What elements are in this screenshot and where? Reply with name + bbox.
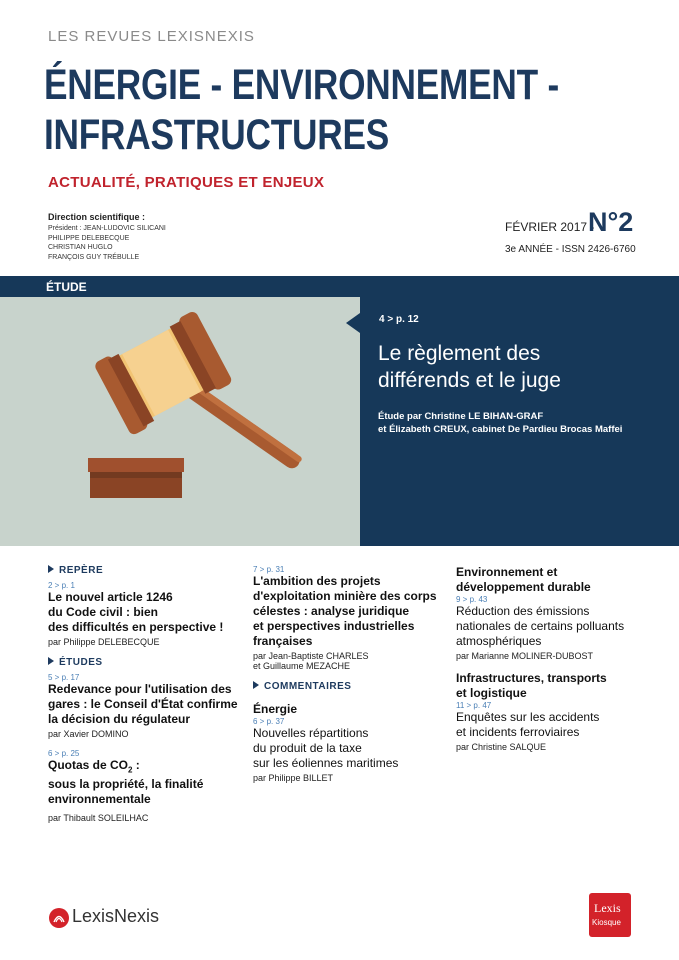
kiosque-line-2: Kiosque xyxy=(592,918,621,927)
page-ref: 2 > p. 1 xyxy=(48,581,75,590)
feature-title-line: différends et le juge xyxy=(378,369,561,392)
direction-member: CHRISTIAN HUGLO xyxy=(48,244,113,251)
triangle-icon xyxy=(48,657,54,665)
article-title xyxy=(48,758,238,807)
feature-notch xyxy=(346,313,360,333)
page-ref: 6 > p. 37 xyxy=(253,717,285,726)
topic-heading-line: Infrastructures, transports xyxy=(456,671,607,685)
article-title-line: la décision du régulateur xyxy=(48,712,191,726)
article-author: par Philippe DELEBECQUE xyxy=(48,637,160,647)
journal-title-line-1: ÉNERGIE - ENVIRONNEMENT - xyxy=(44,61,559,109)
topic-heading-line: Environnement et xyxy=(456,565,558,579)
feature-author xyxy=(378,410,622,436)
toc-column-2 xyxy=(253,565,448,783)
topic-heading-line: développement durable xyxy=(456,580,591,594)
section-heading-commentaires xyxy=(253,681,448,692)
section-label: ÉTUDES xyxy=(59,657,103,668)
journal-subtitle: ACTUALITÉ, PRATIQUES ET ENJEUX xyxy=(48,174,325,191)
page-ref: 11 > p. 47 xyxy=(456,701,492,710)
page-ref: 6 > p. 25 xyxy=(48,749,80,758)
page-ref: 9 > p. 43 xyxy=(456,595,488,604)
feature-illustration-panel xyxy=(0,276,360,546)
article-author: par Marianne MOLINER-DUBOST xyxy=(456,651,594,661)
article-title-line: Réduction des émissions xyxy=(456,604,590,618)
article-title-line: sur les éoliennes maritimes xyxy=(253,756,399,770)
section-heading-repere xyxy=(48,565,238,576)
issue-date: FÉVRIER 2017 - xyxy=(505,220,595,234)
lexisnexis-brand: LexisNexis xyxy=(72,906,160,926)
feature-title xyxy=(378,340,561,394)
article-author: par Thibault SOLEILHAC xyxy=(48,813,149,824)
article-title-line: Le nouvel article 1246 xyxy=(48,590,173,604)
issue-year-issn: 3e ANNÉE - ISSN 2426-6760 xyxy=(505,244,636,255)
article-title-line: du Code civil : bien xyxy=(48,605,159,619)
article-title-subscript: 2 xyxy=(128,765,133,775)
article-title-line: et perspectives industrielles xyxy=(253,619,415,633)
article-author-line: par Jean-Baptiste CHARLES xyxy=(253,651,369,661)
lexisnexis-logo-icon xyxy=(48,907,70,934)
topic-heading xyxy=(456,671,656,701)
publisher-name: LES REVUES LEXISNEXIS xyxy=(48,28,255,45)
article-title-line: Nouvelles répartitions xyxy=(253,726,369,740)
topic-heading xyxy=(456,565,656,595)
feature-author-line: et Élizabeth CREUX, cabinet De Pardieu Brocas Maffei xyxy=(378,424,623,435)
direction-list xyxy=(48,224,166,262)
journal-title-line-2: INFRASTRUCTURES xyxy=(44,111,389,159)
topic-heading: Énergie xyxy=(253,702,298,716)
feature-page-ref: 4 > p. 12 xyxy=(379,314,419,325)
direction-title: Direction scientifique : xyxy=(48,212,146,222)
feature-tab-label: ÉTUDE xyxy=(46,280,87,294)
article-author: par Christine SALQUE xyxy=(456,742,547,752)
article-title-line: gares : le Conseil d'État confirme xyxy=(48,697,238,711)
triangle-icon xyxy=(48,565,54,573)
toc-column-3 xyxy=(456,565,656,752)
article-title xyxy=(456,604,656,649)
article-title xyxy=(253,726,448,771)
article-title-line: célestes : analyse juridique xyxy=(253,604,410,618)
article-title xyxy=(253,574,448,649)
gavel-icon xyxy=(0,276,360,546)
direction-member: PHILIPPE DELEBECQUE xyxy=(48,234,130,242)
journal-title xyxy=(44,60,559,160)
article-title-line: françaises xyxy=(253,634,313,648)
article-title xyxy=(48,682,238,727)
article-title-line: nationales de certains polluants xyxy=(456,619,625,633)
toc-column-1 xyxy=(48,565,238,823)
article-title-line: d'exploitation minière des corps xyxy=(253,589,437,603)
article-title-line: L'ambition des projets xyxy=(253,574,381,588)
article-title-line: des difficultés en perspective ! xyxy=(48,620,224,634)
article-title-line: Redevance pour l'utilisation des xyxy=(48,682,232,696)
feature-author-line: Étude par Christine LE BIHAN-GRAF xyxy=(378,411,544,422)
page-ref: 5 > p. 17 xyxy=(48,673,80,682)
kiosque-line-1: Lexis xyxy=(594,901,621,915)
article-title xyxy=(456,710,656,740)
article-title-line: Enquêtes sur les accidents xyxy=(456,710,600,724)
section-label: REPÈRE xyxy=(59,565,104,576)
article-author xyxy=(253,651,448,671)
section-heading-etudes xyxy=(48,657,238,668)
feature-tab xyxy=(0,276,360,297)
article-title-line xyxy=(48,758,238,777)
feature-title-line: Le règlement des xyxy=(378,342,541,365)
direction-member: FRANÇOIS GUY TRÉBULLE xyxy=(48,253,140,261)
page-ref: 7 > p. 31 xyxy=(253,565,285,574)
article-title-part: : xyxy=(132,758,140,772)
lexis-kiosque-badge xyxy=(589,893,631,937)
article-title-line: environnementale xyxy=(48,792,151,807)
section-label: COMMENTAIRES xyxy=(264,681,352,692)
issue-number: N°2 xyxy=(588,207,634,237)
article-title-line: et incidents ferroviaires xyxy=(456,725,580,739)
article-title-line: sous la propriété, la finalité xyxy=(48,777,204,792)
article-title-line: du produit de la taxe xyxy=(253,741,362,755)
article-title-part: Quotas de CO xyxy=(48,758,129,772)
article-author-line: et Guillaume MEZACHE xyxy=(253,661,351,671)
triangle-icon xyxy=(253,681,259,689)
article-author: par Xavier DOMINO xyxy=(48,729,129,739)
article-title xyxy=(48,590,238,635)
article-title-line: atmosphériques xyxy=(456,634,542,648)
direction-member: Président : JEAN-LUDOVIC SILICANI xyxy=(48,225,166,232)
topic-heading-line: et logistique xyxy=(456,686,527,700)
article-author: par Philippe BILLET xyxy=(253,773,334,783)
